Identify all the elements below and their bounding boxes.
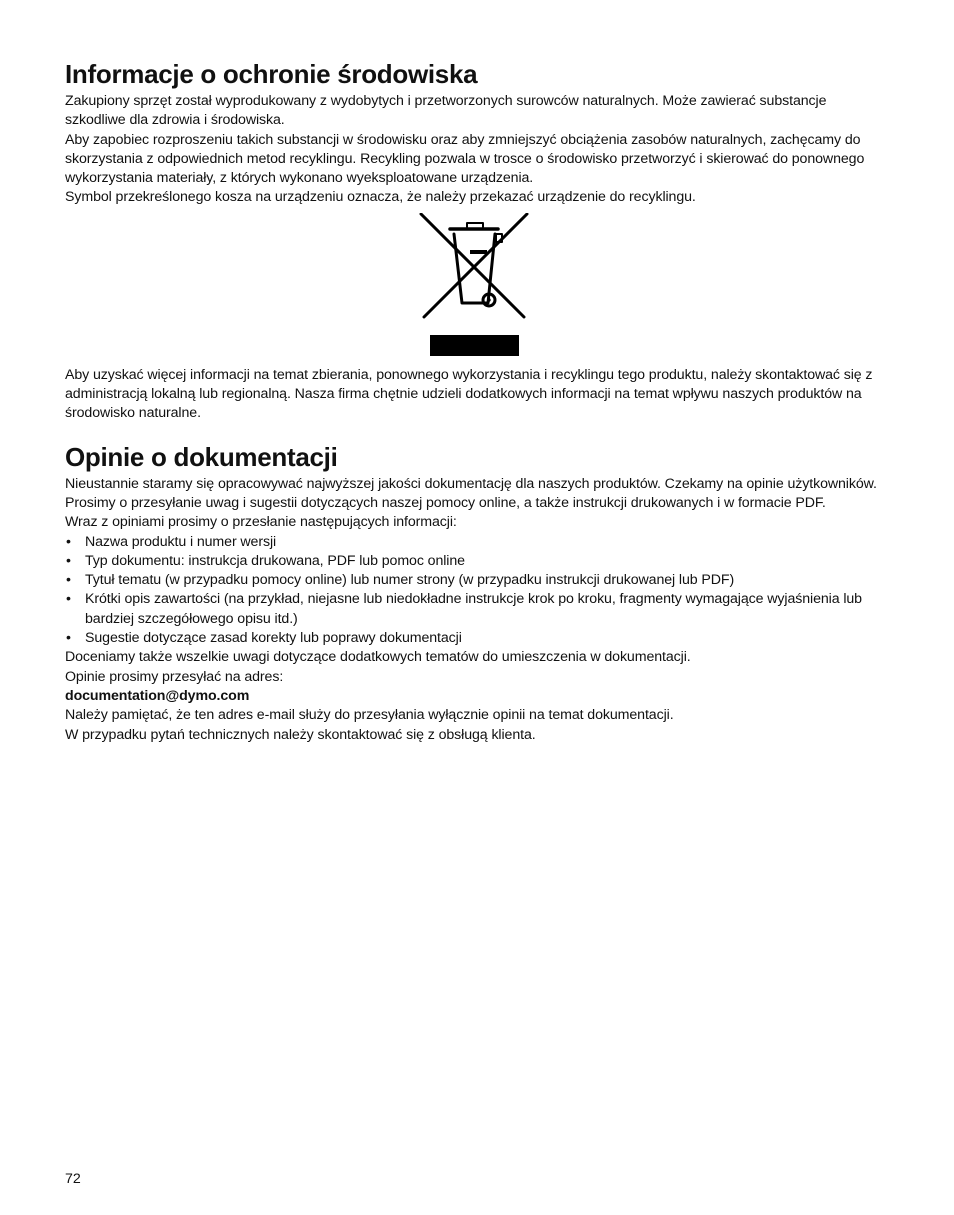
crossed-out-wheelie-bin-icon (417, 213, 531, 335)
documentation-feedback-section (65, 441, 885, 745)
list-item-text: Typ dokumentu: instrukcja drukowana, PDF lub pomoc online (85, 552, 465, 569)
environment-paragraph-after-symbol: Aby uzyskać więcej informacji na temat zbierania, ponownego wykorzystania i recyklingu tego produktu, należy skontaktować się z administracją lokalną lub regionalną. Nasza firma chętnie udzieli dodatkowych informacji na temat wpływu naszych produktów na środowisko naturalne. (65, 366, 873, 422)
feedback-note-1: Należy pamiętać, że ten adres e-mail służy do przesyłania wyłącznie opinii na temat dokumentacji. (65, 707, 674, 724)
list-item (65, 629, 885, 648)
page-number: 72 (65, 1171, 81, 1187)
environment-paragraph-1: Zakupiony sprzęt został wyprodukowany z wydobytych i przetworzonych surowców naturalnych. Może zawierać substancje szkodliwe dla zdrowia i środowiska. (65, 93, 827, 129)
feedback-intro: Nieustannie staramy się opracowywać najwyższej jakości dokumentację dla naszych produktów. Czekamy na opinie użytkowników. Prosimy o przesyłanie uwag i sugestii dotyczących naszej pomocy online, a także instrukcji drukowanych i w formacie PDF. (65, 475, 877, 511)
environment-paragraph-2: Aby zapobiec rozproszeniu takich substancji w środowisku oraz aby zmniejszyć obciążenia zasobów naturalnych, zachęcamy do skorzystania z odpowiednich metod recyklingu. Recykling pozwala w trosce o środowisko przetworzyć i skierować do ponownego wykorzystania materiały, z których wykonano wyeksploatowane urządzenia. (65, 131, 865, 187)
list-item (65, 533, 885, 552)
document-page (65, 58, 885, 745)
list-item-text: Krótki opis zawartości (na przykład, niejasne lub niedokładne instrukcje krok po kroku, fragmenty wymagające wyjaśnienia lub bardziej szczegółowego opisu itd.) (85, 591, 862, 627)
list-item (65, 590, 885, 629)
bullet-marker: • (66, 552, 71, 569)
section-heading-environment: Informacje o ochronie środowiska (65, 59, 478, 89)
feedback-list-intro: Wraz z opiniami prosimy o przesłanie następujących informacji: (65, 514, 457, 531)
bullet-marker: • (66, 572, 71, 589)
list-item-text: Tytuł tematu (w przypadku pomocy online) lub numer strony (w przypadku instrukcji drukowanej lub PDF) (85, 572, 735, 589)
feedback-send-to: Opinie prosimy przesyłać na adres: (65, 668, 284, 685)
list-item-text: Nazwa produktu i numer wersji (85, 533, 277, 550)
list-item-text: Sugestie dotyczące zasad korekty lub poprawy dokumentacji (85, 630, 462, 647)
section-heading-feedback: Opinie o dokumentacji (65, 441, 338, 472)
bullet-marker: • (66, 533, 71, 550)
feedback-note-2: W przypadku pytań technicznych należy skontaktować się z obsługą klienta. (65, 726, 536, 743)
weee-underline-bar (430, 335, 519, 356)
bullet-marker: • (66, 630, 71, 647)
weee-symbol (65, 213, 885, 360)
bullet-marker: • (66, 591, 71, 608)
environment-paragraph-3: Symbol przekreślonego kosza na urządzeniu oznacza, że należy przekazać urządzenie do recyklingu. (65, 189, 696, 206)
feedback-email-address: documentation@dymo.com (65, 687, 250, 704)
list-item (65, 571, 885, 590)
feedback-info-list (65, 533, 885, 649)
feedback-after-list: Doceniamy także wszelkie uwagi dotyczące dodatkowych tematów do umieszczenia w dokumentacji. (65, 649, 691, 666)
list-item (65, 552, 885, 571)
